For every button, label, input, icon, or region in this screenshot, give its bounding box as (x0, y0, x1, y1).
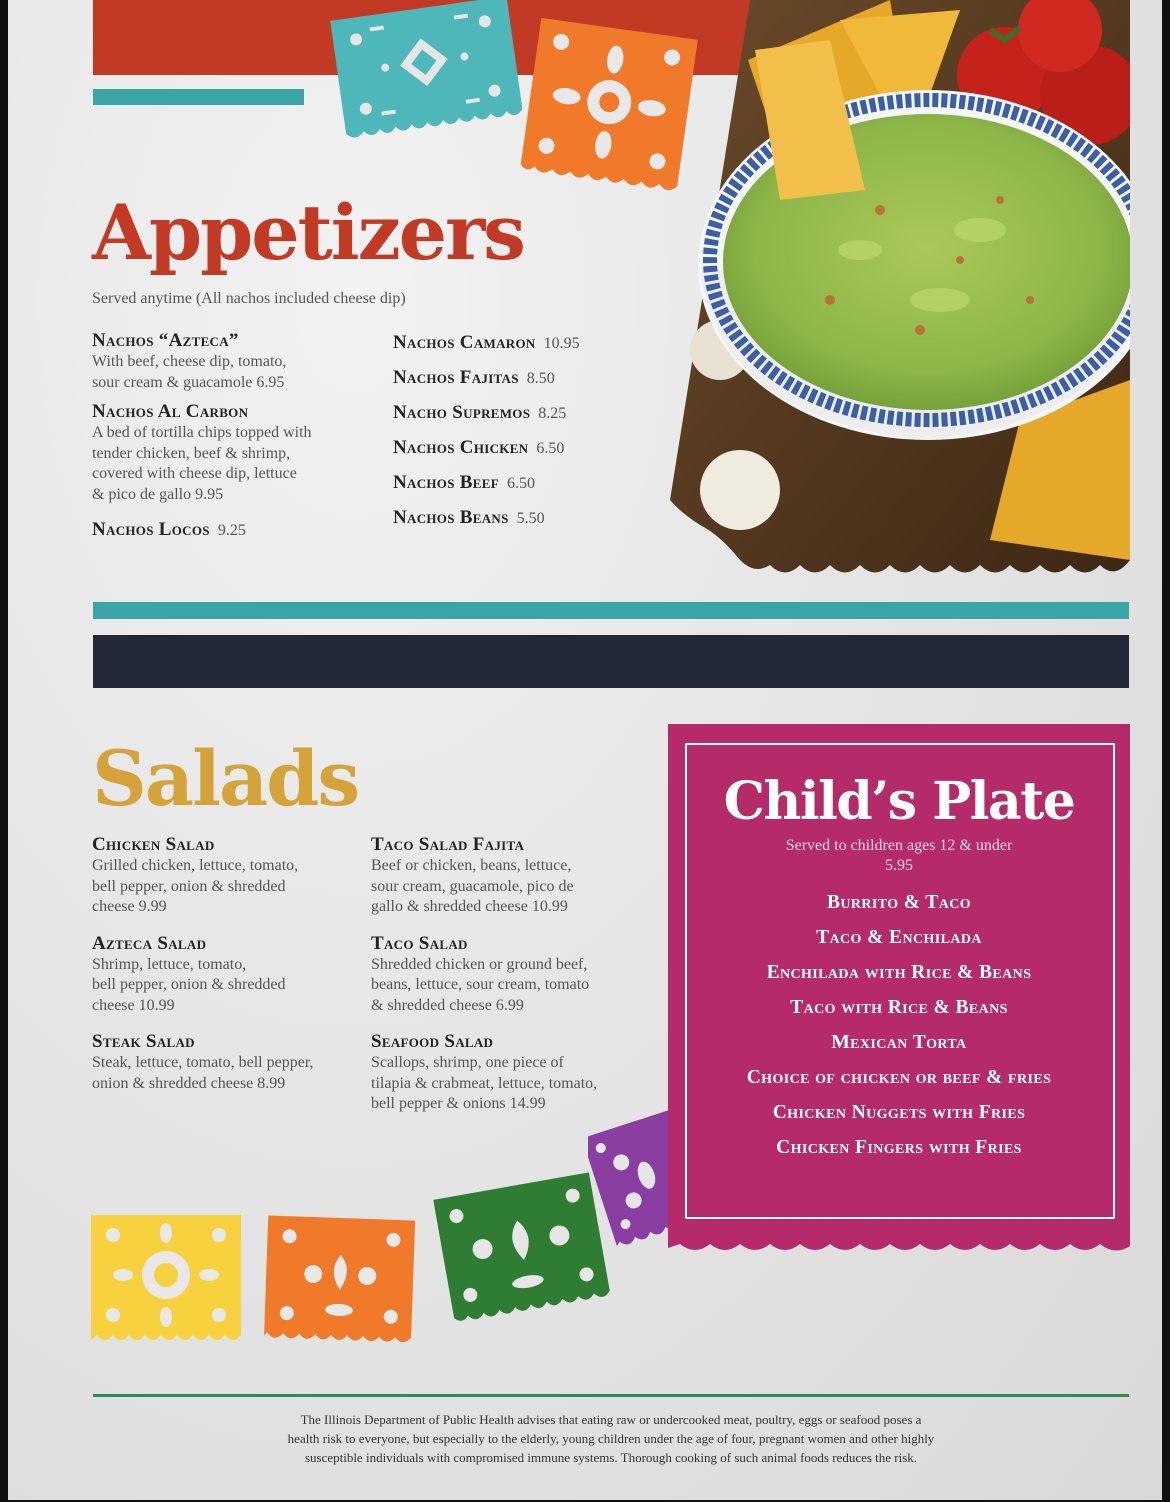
item-desc: Beef or chicken, beans, lettuce, (371, 857, 572, 874)
item-desc: Scallops, shrimp, one piece of (371, 1054, 564, 1071)
item-name: Azteca Salad (92, 932, 207, 954)
item-price: 8.25 (538, 405, 567, 422)
menu-item (393, 365, 673, 400)
list-item: Taco & Enchilada (816, 927, 982, 948)
item-name: Nachos Locos (92, 519, 210, 540)
menu-item (371, 1031, 651, 1115)
menu-item (393, 435, 673, 470)
item-desc: & pico de gallo 9.95 (92, 485, 224, 503)
advisory-line: The Illinois Department of Public Health advises that eating raw or undercooked meat, poultry, eggs or seafood poses a (300, 1412, 922, 1427)
item-price: 5.50 (516, 510, 545, 527)
menu-item (92, 834, 362, 918)
item-name: Taco Salad Fajita (371, 834, 525, 855)
item-desc: bell pepper, onion & shredded (92, 976, 286, 993)
menu-item (92, 1031, 362, 1094)
item-desc: onion & shredded cheese 8.99 (92, 1074, 286, 1092)
appetizers-title: Appetizers (92, 188, 524, 277)
salads-right-column (371, 834, 651, 1115)
papel-picado-teal-icon (316, 0, 536, 145)
appetizers-subtitle: Served anytime (All nachos included cheese dip) (92, 290, 406, 307)
advisory-line: health risk to everyone, but especially to the elderly, young children under the age of four, pregnant women and other highly (287, 1431, 935, 1446)
list-item: Mexican Torta (831, 1032, 967, 1053)
salads-title: Salads (92, 734, 359, 823)
childs-plate-items (688, 885, 1110, 1165)
guacamole-photo (660, 0, 1130, 585)
item-price: 6.50 (506, 475, 535, 492)
item-desc: & shredded cheese 6.99 (371, 996, 524, 1014)
papel-picado-purple-icon (588, 1105, 678, 1255)
menu-item (371, 933, 651, 1017)
item-name: Steak Salad (92, 1031, 195, 1052)
menu-item (393, 505, 673, 540)
advisory-line: susceptible individuals with compromised immune systems. Thorough cooking of such animal foods reduces the risk. (304, 1450, 918, 1465)
childs-plate-title: Child’s Plate (723, 771, 1075, 832)
papel-picado-orange-icon (258, 1210, 423, 1355)
item-desc: covered with cheese dip, lettuce (92, 465, 297, 482)
item-name: Seafood Salad (371, 1031, 494, 1052)
papel-picado-yellow-icon (83, 1205, 248, 1355)
item-desc: With beef, cheese dip, tomato, (92, 353, 287, 370)
middle-navy-bar (93, 635, 1129, 688)
item-desc: Grilled chicken, lettuce, tomato, (92, 857, 299, 874)
item-desc: A bed of tortilla chips topped with (92, 424, 312, 441)
menu-item (393, 400, 673, 435)
item-name: Nachos Beans (393, 507, 509, 528)
middle-teal-bar (93, 602, 1129, 619)
item-desc: cheese 10.99 (92, 996, 175, 1014)
childs-plate-panel (688, 744, 1110, 1165)
list-item: Enchilada with Rice & Beans (766, 962, 1032, 983)
menu-item (393, 330, 673, 365)
item-desc: sour cream, guacamole, pico de (371, 877, 574, 895)
item-desc: gallo & shredded cheese 10.99 (371, 898, 568, 915)
item-desc: tilapia & crabmeat, lettuce, tomato, (371, 1074, 598, 1092)
item-price: 9.25 (217, 522, 246, 539)
list-item: Choice of chicken or beef & fries (746, 1067, 1052, 1088)
childs-plate-subtitle: Served to children ages 12 & under (785, 837, 1013, 854)
item-name: Nachos Camaron (393, 332, 536, 353)
item-price: 8.50 (526, 370, 555, 387)
item-desc: beans, lettuce, sour cream, tomato (371, 976, 590, 993)
item-price: 10.95 (543, 335, 580, 352)
item-desc: bell pepper, onion & shredded (92, 877, 286, 895)
list-item: Burrito & Taco (826, 892, 972, 913)
item-desc: Shredded chicken or ground beef, (371, 955, 588, 973)
list-item: Chicken Fingers with Fries (776, 1137, 1022, 1158)
item-name: Taco Salad (371, 932, 468, 954)
appetizers-right-column (393, 330, 673, 540)
item-desc: tender chicken, beef & shrimp, (92, 444, 291, 462)
footer-rule (93, 1394, 1129, 1397)
salads-left-column (92, 834, 362, 1094)
item-name: Chicken Salad (92, 834, 215, 855)
childs-plate-price: 5.95 (885, 857, 913, 874)
menu-item (92, 933, 362, 1017)
menu-item (371, 834, 651, 918)
item-desc: Shrimp, lettuce, tomato, (92, 955, 247, 973)
menu-item (393, 470, 673, 505)
item-name: Nachos “Azteca” (92, 330, 239, 351)
item-desc: sour cream & guacamole 6.95 (92, 373, 285, 391)
top-teal-bar (93, 89, 304, 105)
item-name: Nachos Fajitas (393, 367, 519, 388)
list-item: Chicken Nuggets with Fries (772, 1102, 1026, 1123)
item-desc: bell pepper & onions 14.99 (371, 1095, 546, 1112)
item-name: Nachos Beef (393, 472, 499, 493)
list-item: Taco with Rice & Beans (790, 997, 1008, 1018)
health-advisory (93, 1410, 1129, 1467)
menu-item (92, 519, 382, 541)
menu-item (92, 401, 382, 505)
item-desc: Steak, lettuce, tomato, bell pepper, (92, 1054, 314, 1071)
menu-item (92, 330, 382, 393)
item-name: Nachos Chicken (393, 437, 529, 458)
menu-page (8, 0, 1162, 1500)
appetizers-left-column (92, 330, 382, 541)
item-price: 6.50 (536, 440, 565, 457)
item-desc: cheese 9.99 (92, 898, 167, 915)
item-name: Nacho Supremos (393, 402, 531, 423)
item-name: Nachos Al Carbon (92, 401, 249, 422)
